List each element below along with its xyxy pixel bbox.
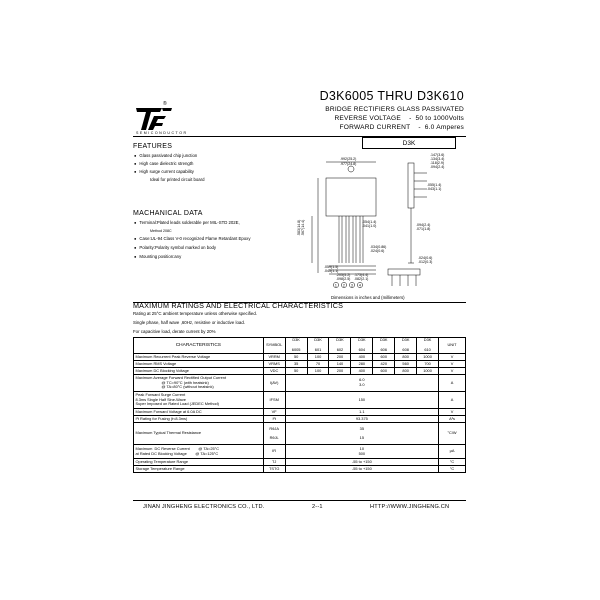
header-unit: UNIT [439,338,466,354]
dim-label: .118(2.9) [430,161,445,165]
table-row [134,409,466,416]
dim-label: .034(0.86) [370,245,387,249]
ratings-note: For capacitive load, derate current by 20% [133,329,216,334]
cell-characteristic: Maximum DC Blocking Voltage [134,368,264,375]
cell-value: 600 [373,368,395,375]
cell-symbol: IFSM [263,392,285,409]
cell-value-span: 10 500 [285,445,438,459]
pin-label: 3 [350,283,353,288]
table-row [134,368,466,375]
cell-value-span: 93.375 [285,416,438,423]
dim-label: .071(1.8) [416,227,431,231]
cell-value: 200 [329,354,351,361]
cell-symbol: I(AV) [263,375,285,392]
cell-unit: V [439,368,466,375]
cell-unit: A [439,375,466,392]
mechanical-title: MACHANICAL DATA [133,210,203,217]
dim-label: .094(2.4) [416,223,431,227]
feature-item: Ideal for printed circuit board [150,177,205,182]
header-part: D3K 602 [329,338,351,354]
header-part: D3K 608 [395,338,417,354]
dim-label: .082(2.1) [354,277,369,281]
dim-label: .012(0.3) [418,260,433,264]
mechanical-item: Method 208C [150,229,172,233]
cell-symbol: VRRM [263,354,285,361]
ratings-divider [133,302,466,303]
cell-characteristic: Maximum Forward Voltage at 6.0A DC [134,409,264,416]
cell-characteristic: Maximum DC Reverse Current @ TA=25°C at Rated DC Blocking Voltage @ TA=125°C [134,445,264,459]
ratings-title: MAXIMUM RATINGS AND ELECTRICAL CHARACTERISTICS [133,301,344,310]
cell-value: 280 [351,361,373,368]
logo-caption: SEMICONDUCTOR [136,131,188,135]
cell-value: 400 [351,354,373,361]
dim-label: .041(1.0) [362,224,377,228]
page-title: D3K6005 THRU D3K610 [319,89,464,103]
dim-label: .205(5.2) [336,273,351,277]
dim-label: .567(14.4) [301,219,305,236]
header-characteristics: CHARACTERISTICS [134,338,264,354]
dim-label: .098(2.5) [336,277,351,281]
dim-label: .054(1.4) [362,220,377,224]
cell-value-span: 1.1 [285,409,438,416]
cell-unit: V [439,354,466,361]
feature-item: ● Glass passivated chip junction [134,153,197,158]
registered-mark: ® [163,101,167,107]
cell-value-span: -55 to +150 [285,466,438,473]
mechanical-item: ● Terminal:Plated leads solderable per MIL-STD 202E, [134,220,240,225]
header-part: D3K 604 [351,338,373,354]
cell-value: 140 [329,361,351,368]
cell-value: 400 [351,368,373,375]
cell-unit: A [439,392,466,409]
reverse-voltage: REVERSE VOLTAGE - 50 to 1000Volts [334,115,464,122]
table-row [134,416,466,423]
dim-label: .055(1.4) [427,183,442,187]
cell-value: 420 [373,361,395,368]
cell-value: 800 [395,368,417,375]
table-row [134,459,466,466]
cell-characteristic: Maximum Average Forward Rectified Output Current @ TC=90°C (with heatsink) @ TA=80°C (without heatsink) [134,375,264,392]
dim-label: .977(24.8) [340,162,357,166]
dim-label: .043(1.1) [427,187,442,191]
dim-label: .024(0.6) [418,256,433,260]
features-title: FEATURES [133,143,173,150]
dim-label: .173(4.4) [354,273,369,277]
cell-characteristic: Storage Temperature Range [134,466,264,473]
cell-symbol: I²t [263,416,285,423]
cell-symbol: TSTG [263,466,285,473]
cell-symbol: VRMS [263,361,285,368]
cell-symbol: VDC [263,368,285,375]
dim-label: .094(2.4) [430,165,445,169]
pin-label: 4 [358,283,361,288]
table-header-row [134,338,466,354]
header-part: D3K 610 [417,338,439,354]
cell-value: 560 [395,361,417,368]
feature-item: ● High case dielectric strength [134,161,193,166]
cell-characteristic: Peak Forward Surge Current 8.3ms Single Half Sine-Wave Super Imposed on Rated Load (JEDEC Method) [134,392,264,409]
product-subtitle: BRIDGE RECTIFIERS GLASS PASSIVATED [325,106,464,113]
mechanical-item: ● Mounting position:any [134,254,181,259]
dim-label: .134(3.4) [430,157,445,161]
table-row [134,375,466,392]
package-label: D3K [362,137,456,149]
dim-label: .045(1.1) [324,269,339,273]
table-row [134,361,466,368]
dim-label: .583(14.8) [297,219,301,236]
package-dimension-drawing [296,148,466,298]
feature-item: ● High surge current capability [134,169,194,174]
cell-symbol: IR [263,445,285,459]
cell-unit: A²s [439,416,466,423]
cell-characteristic: Operating Temperature Range [134,459,264,466]
cell-symbol: TJ [263,459,285,466]
cell-value-span: 6.0 3.0 [285,375,438,392]
cell-value: 1000 [417,354,439,361]
cell-characteristic: I²t Rating for Fusing (t<8.3ms) [134,416,264,423]
dimension-caption: Dimensions in inches and (millimeters) [331,295,405,300]
table-row [134,423,466,445]
cell-unit: °C/W [439,423,466,445]
ratings-note: Single phase, half wave ,60Hz, resistive or inductive load. [133,320,246,325]
mechanical-item: ● Case:UL-94 Class V-0 recognized Flame Retardant Epoxy [134,236,250,241]
cell-unit: °C [439,459,466,466]
pin-label: 1 [334,283,337,288]
dim-label: .059(1.5) [324,265,339,269]
cell-value: 35 [285,361,307,368]
cell-value-span: -55 to +150 [285,459,438,466]
cell-unit: °C [439,466,466,473]
cell-value: 800 [395,354,417,361]
ratings-note: Rating at 25°C ambient temperature unless otherwise specified. [133,311,258,316]
header-symbol: SYMBOL [263,338,285,354]
table-row [134,392,466,409]
cell-value: 100 [307,368,329,375]
dim-label: .147(3.6) [430,153,445,157]
cell-value: 700 [417,361,439,368]
cell-characteristic: Maximum Recurrent Peak Reverse Voltage [134,354,264,361]
cell-value: 100 [307,354,329,361]
company-logo [136,104,206,134]
footer-page-number: 2--1 [312,504,323,510]
header-part: D3K 601 [307,338,329,354]
footer-company: JINAN JINGHENG ELECTRONICS CO., LTD. [143,504,265,510]
footer-divider [133,500,466,501]
cell-unit: V [439,409,466,416]
table-row [134,445,466,459]
ratings-table [133,337,466,473]
cell-unit: V [439,361,466,368]
cell-value: 50 [285,354,307,361]
footer-url: HTTP://WWW.JINGHENG.CN [370,504,450,510]
mechanical-item: ● Polarity:Polarity symbol marked on body [134,245,216,250]
cell-characteristic: Maximum Typical Thermal Resistance [134,423,264,445]
cell-value: 50 [285,368,307,375]
cell-value: 600 [373,354,395,361]
dim-label: .992(25.2) [340,157,357,161]
header-part: D3K 6005 [285,338,307,354]
cell-value-span: 150 [285,392,438,409]
cell-value: 1000 [417,368,439,375]
cell-unit: μA [439,445,466,459]
cell-value: 70 [307,361,329,368]
forward-current: FORWARD CURRENT - 6.0 Amperes [339,124,464,131]
table-row [134,466,466,473]
header-part: D3K 606 [373,338,395,354]
cell-symbol: RθJA RθJL [263,423,285,445]
cell-value-span: 35 15 [285,423,438,445]
table-row [134,354,466,361]
pin-label: 2 [342,283,345,288]
dim-label: .024(0.6) [370,249,385,253]
cell-symbol: VF [263,409,285,416]
cell-characteristic: Maximum RMS Voltage [134,361,264,368]
cell-value: 200 [329,368,351,375]
